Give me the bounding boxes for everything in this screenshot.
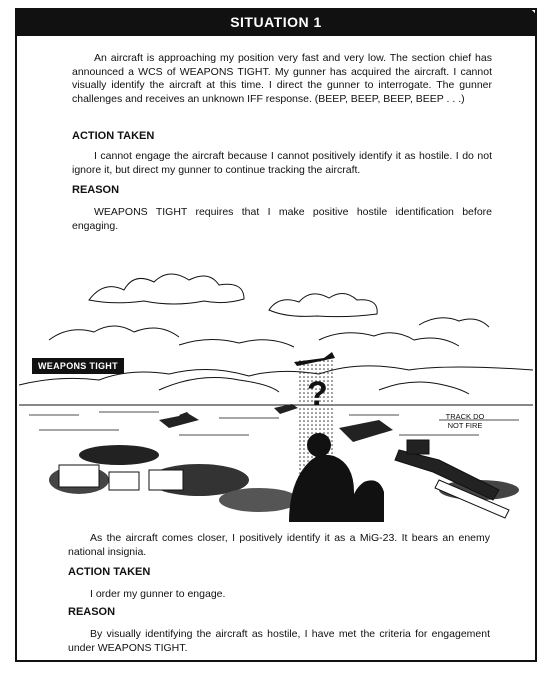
action-taken-text-1: I cannot engage the aircraft because I cannot positively identify it as hostile. I do not ignore it, but direct my gunner to continue tracking the aircraft. (72, 150, 492, 176)
question-mark-glyph: ? (307, 375, 328, 413)
action-taken-heading-1: ACTION TAKEN (72, 130, 155, 142)
reason-text-1: WEAPONS TIGHT requires that I make positive hostile identification before engaging. (72, 206, 492, 232)
reason-text-2: By visually identifying the aircraft as hostile, I have met the criteria for engagement under WEAPONS TIGHT. (68, 628, 490, 654)
reason-heading-2: REASON (68, 606, 116, 618)
battlefield-illustration (19, 240, 533, 522)
weapons-tight-label: WEAPONS TIGHT (32, 358, 124, 374)
situation-title: SITUATION 1 (15, 8, 537, 36)
action-taken-heading-2: ACTION TAKEN (68, 566, 151, 578)
intro-paragraph-2: As the aircraft comes closer, I positively identify it as a MiG-23. It bears an enemy national insignia. (68, 532, 490, 558)
reason-heading-1: REASON (72, 184, 120, 196)
intro-paragraph: An aircraft is approaching my position very fast and very low. The section chief has announced a WCS of WEAPONS TIGHT. My gunner has acquired the aircraft. I cannot visually identify the aircraft at this time. I direct the gunner to interrogate. The gunner challenges and receives an unknown IFF response. (BEEP, BEEP, BEEP, BEEP . . .) (72, 52, 492, 105)
action-taken-text-2: I order my gunner to engage. (90, 588, 226, 600)
track-do-not-fire-label: TRACK DO NOT FIRE (445, 412, 485, 430)
